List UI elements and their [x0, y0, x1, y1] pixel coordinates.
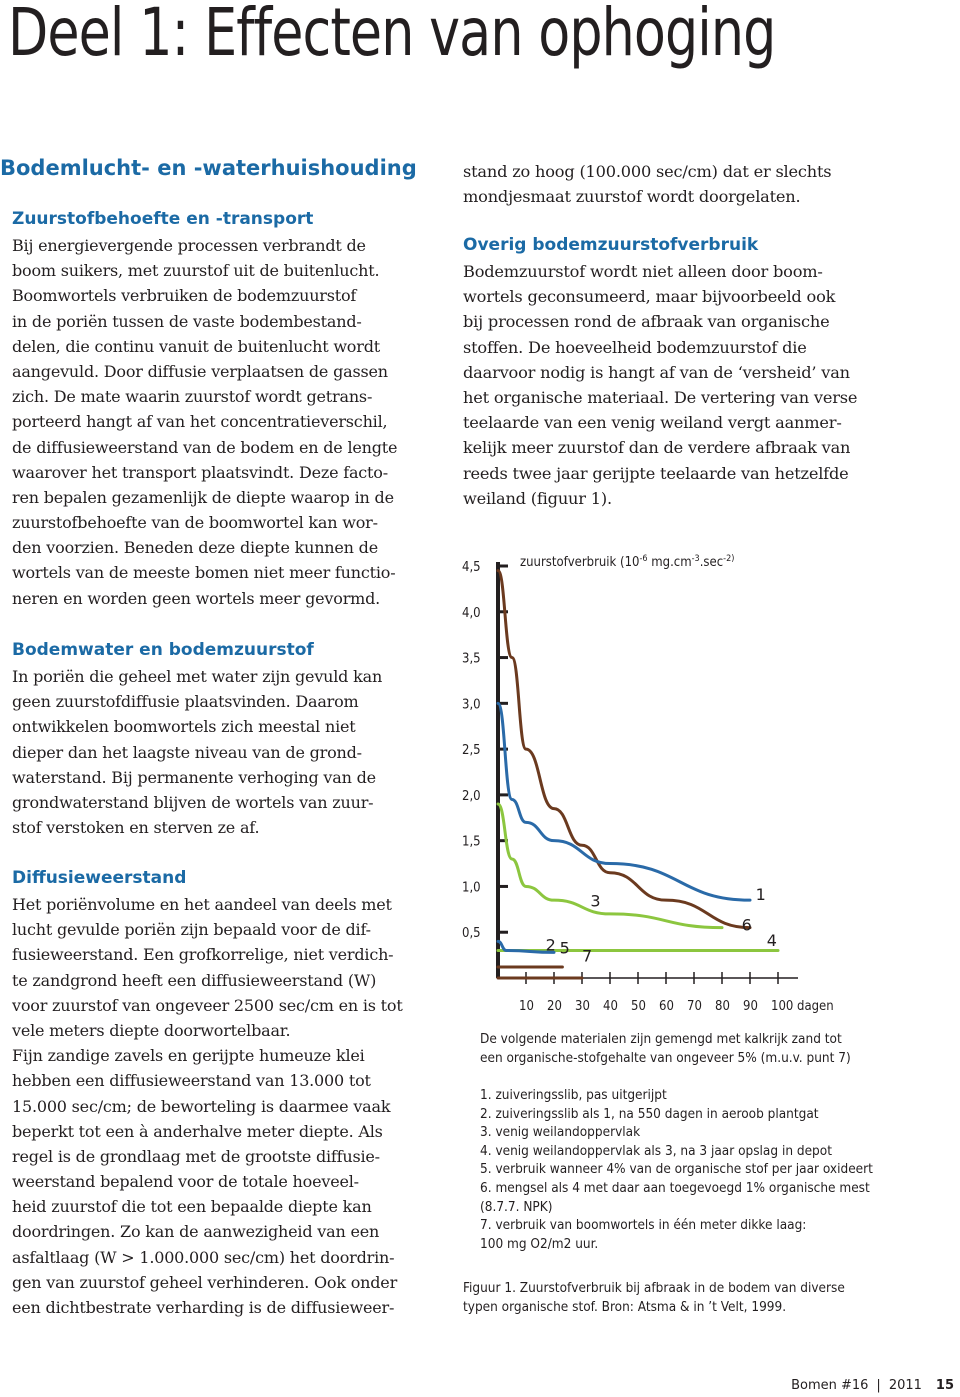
x-tick-label: 30	[575, 999, 590, 1014]
text-line: den voorzien. Beneden deze diepte kunnen de	[12, 538, 378, 558]
text-line: mondjesmaat zuurstof wordt doorgelaten.	[463, 187, 801, 207]
paragraph-zuurstofbehoefte	[12, 233, 397, 611]
text-line: hebben een diffusieweerstand van 13.000 tot	[12, 1071, 371, 1091]
text-line: lucht gevulde poriën zijn bepaald voor de dif-	[12, 920, 371, 940]
figure-chart	[448, 530, 960, 1040]
text-line: stoffen. De hoeveelheid bodemzuurstof die	[463, 337, 807, 357]
text-line: 100 mg O2/m2 uur.	[480, 1235, 599, 1252]
text-line: wortels van de meeste bomen niet meer functio-	[12, 563, 396, 583]
text-line: Figuur 1. Zuurstofverbruik bij afbraak in de bodem van diverse	[463, 1280, 845, 1296]
text-line: Boomwortels verbruiken de bodemzuurstof	[12, 286, 357, 306]
text-line: neren en worden geen wortels meer gevormd.	[12, 588, 381, 608]
text-line: geen zuurstofdiffusie plaatsvinden. Daarom	[12, 692, 359, 712]
text-line: Bij energievergende processen verbrandt de	[12, 236, 366, 255]
text-line: stand zo hoog (100.000 sec/cm) dat er slechts	[463, 162, 832, 181]
y-tick-label: 2,0	[462, 788, 481, 804]
page-title: Deel 1: Effecten van ophoging	[8, 0, 776, 71]
x-tick-label: 90	[743, 999, 758, 1014]
series-line-3	[498, 703, 750, 900]
series-label: 7	[582, 946, 593, 966]
text-line: delen, die continu vanuit de buitenlucht wordt	[12, 336, 380, 356]
text-line: Fijn zandige zavels en gerijpte humeuze klei	[12, 1046, 365, 1066]
text-line: beperkt tot een à anderhalve meter diepte. Als	[12, 1121, 383, 1141]
x-tick-label: 20	[547, 999, 562, 1014]
text-line: kelijk meer zuurstof dan de verdere afbraak van	[463, 438, 851, 458]
text-line: Het poriënvolume en het aandeel van deels met	[12, 895, 392, 914]
text-line: wortels geconsumeerd, maar bijvoorbeeld ook	[463, 287, 836, 307]
footer-separator: |	[876, 1378, 881, 1393]
series-label: 5	[559, 938, 570, 958]
y-tick-label: 3,5	[462, 651, 481, 667]
text-line: een dichtbestrate verharding is de diffusieweer-	[12, 1298, 395, 1317]
text-line: vele meters diepte doorwortelbaar.	[12, 1020, 291, 1040]
footer-year: 2011	[888, 1378, 922, 1393]
text-line: ren bepalen gezamenlijk de diepte waarop in de	[12, 487, 394, 507]
text-line: (8.7.7. NPK)	[480, 1198, 553, 1215]
text-line: zich. De mate waarin zuurstof wordt getrans-	[12, 387, 373, 407]
text-line: 2. zuiveringsslib als 1, na 550 dagen in aeroob plantgat	[480, 1105, 819, 1122]
text-line: het organische materiaal. De vertering van verse	[463, 387, 858, 407]
text-line: doordringen. Zo kan de aanwezigheid van een	[12, 1222, 380, 1242]
section-heading: Bodemlucht- en -waterhuishouding	[0, 156, 417, 180]
text-line: weerstand bepalend voor de totale hoeveel-	[12, 1172, 359, 1192]
chart-ylabel: zuurstofverbruik ($10^{-6}$ $mg.cm^{-3}.\sec^{-2)}$	[520, 554, 735, 570]
text-line: grondwaterstand blijven de wortels van zuur-	[12, 792, 374, 812]
subheading-zuurstofbehoefte: Zuurstofbehoefte en -transport	[12, 209, 314, 229]
text-line: waarover het transport plaatsvindt. Deze facto-	[12, 462, 388, 482]
text-line: in de poriën tussen de vaste bodembestand-	[12, 311, 362, 331]
text-line: reeds twee jaar gerijpte teelaarde van hetzelfde	[463, 463, 849, 483]
subheading-diffusieweerstand: Diffusieweerstand	[12, 868, 187, 888]
text-line: 7. verbruik van boomwortels in één meter dikke laag:	[480, 1217, 807, 1234]
footer-page-number: 15	[935, 1378, 954, 1393]
text-line: 1. zuiveringsslib, pas uitgerijpt	[480, 1087, 667, 1103]
text-line: daarvoor nodig is hangt af van de ‘versheid’ van	[463, 362, 850, 382]
text-line: De volgende materialen zijn gemengd met kalkrijk zand tot	[480, 1031, 842, 1047]
text-line: In poriën die geheel met water zijn gevuld kan	[12, 667, 383, 686]
y-tick-label: 4,5	[462, 560, 481, 575]
text-line: bij processen rond de afbraak van organische	[463, 312, 830, 332]
x-tick-label: 10	[519, 999, 534, 1014]
text-line: 5. verbruik wanneer 4% van de organische stof per jaar oxideert	[480, 1161, 873, 1178]
footer-magazine: Bomen #16	[791, 1378, 869, 1393]
text-line: heid zuurstof die tot een bepaalde diepte kan	[12, 1197, 372, 1217]
text-line: asfaltlaag (W > 1.000.000 sec/cm) het doordrin-	[12, 1247, 395, 1267]
text-line: 3. venig weilandoppervlak	[480, 1124, 641, 1141]
y-tick-label: 4,0	[462, 605, 481, 621]
text-line: 6. mengsel als 4 met daar aan toegevoegd 1% organische mest	[480, 1179, 870, 1196]
text-line: 4. venig weilandoppervlak als 3, na 3 jaar opslag in depot	[480, 1142, 832, 1159]
series-line-1	[498, 571, 750, 928]
y-tick-label: 2,5	[462, 743, 481, 759]
text-line: porteerd hangt af van het concentratieverschil,	[12, 412, 388, 432]
text-line: voor zuurstof van ongeveer 2500 sec/cm en is tot	[12, 995, 403, 1015]
paragraph-bodemwater	[12, 664, 382, 840]
x-tick-label: 100 dagen	[771, 999, 834, 1014]
x-tick-label: 70	[687, 999, 702, 1014]
text-line: fusieweerstand. Een grofkorrelige, niet verdich-	[12, 945, 394, 965]
x-tick-label: 80	[715, 999, 730, 1014]
chart-note	[480, 1030, 851, 1067]
x-tick-label: 50	[631, 999, 646, 1014]
text-line: ontwikkelen boomwortels zich meestal niet	[12, 717, 356, 737]
text-line: zuurstofbehoefte van de boomwortel kan wor-	[12, 513, 378, 533]
y-tick-label: 3,0	[462, 697, 481, 713]
text-line: dieper dan het laagste niveau van de grond-	[12, 742, 362, 762]
series-label: 1	[755, 885, 766, 905]
text-line: een organische-stofgehalte van ongeveer 5% (m.u.v. punt 7)	[480, 1049, 851, 1066]
text-line: aangevuld. Door diffusie verplaatsen de gassen	[12, 361, 388, 381]
y-tick-label: 0,5	[462, 926, 481, 942]
series-label: 3	[590, 891, 601, 911]
series-label: 6	[741, 915, 752, 935]
text-line: stof verstoken en sterven ze af.	[12, 818, 260, 838]
series-label: 2	[545, 935, 556, 955]
paragraph-continuation	[463, 159, 831, 209]
subheading-overig: Overig bodemzuurstofverbruik	[463, 235, 759, 255]
series-label: 4	[766, 930, 777, 950]
y-tick-label: 1,5	[462, 834, 481, 850]
text-line: gen van zuurstof geheel verhinderen. Ook onder	[12, 1272, 398, 1292]
text-line: boom suikers, met zuurstof uit de buitenlucht.	[12, 261, 380, 281]
text-line: de diffusieweerstand van de bodem en de lengte	[12, 437, 398, 457]
x-tick-label: 40	[603, 999, 618, 1014]
text-line: weiland (figuur 1).	[463, 488, 612, 508]
x-tick-label: 60	[659, 999, 674, 1014]
paragraph-overig	[463, 259, 857, 511]
text-line: Bodemzuurstof wordt niet alleen door boom-	[463, 262, 823, 281]
text-line: 15.000 sec/cm; de beworteling is daarmee vaak	[12, 1096, 391, 1116]
page-footer	[791, 1378, 954, 1393]
text-line: waterstand. Bij permanente verhoging van de	[12, 767, 376, 787]
chart-svg	[448, 530, 960, 1040]
subheading-bodemwater: Bodemwater en bodemzuurstof	[12, 640, 314, 660]
figure-caption	[463, 1279, 845, 1316]
text-line: te zandgrond heeft een diffusieweerstand (W)	[12, 970, 377, 990]
y-tick-label: 1,0	[462, 880, 481, 896]
text-line: regel is de grondlaag met de grootste diffusie-	[12, 1146, 380, 1166]
text-line: teelaarde van een venig weiland vergt aanmer-	[463, 413, 842, 433]
chart-legend	[480, 1086, 873, 1253]
text-line: typen organische stof. Bron: Atsma & in ’t Velt, 1999.	[463, 1298, 787, 1315]
paragraph-diffusieweerstand	[12, 892, 403, 1320]
